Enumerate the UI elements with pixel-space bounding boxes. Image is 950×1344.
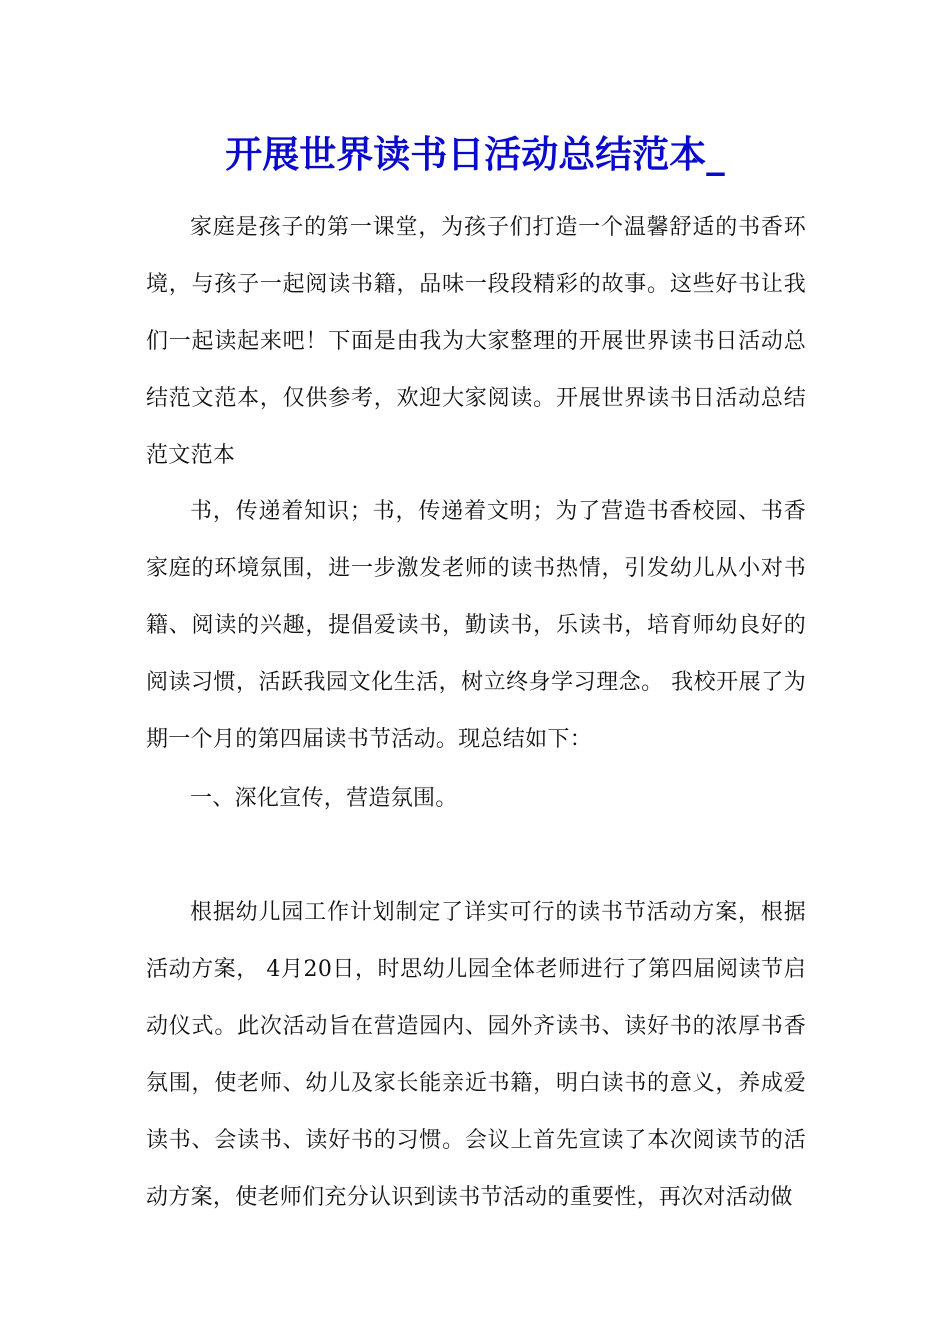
paragraph-text: 家庭是孩子的第一课堂，为孩子们打造一个温馨舒适的书香环境，与孩子一起阅读书籍，品味一段段精彩的故事。这些好书让我们一起读起来吧！下面是由我为大家整理的开展世界读书日活动总结范文范本，仅供参考，欢迎大家阅读。开展世界读书日活动总结范文范本 (146, 215, 806, 468)
document-title: 开展世界读书日活动总结范本_ (225, 132, 725, 176)
paragraph-intro (146, 199, 806, 484)
paragraph-text: 根据幼儿园工作计划制定了详实可行的读书节活动方案，根据活动方案， 4月20日，时思幼儿园全体老师进行了第四届阅读节启动仪式。此次活动旨在营造园内、园外齐读书、读好书的浓厚书香氛围，使老师、幼儿及家长能亲近书籍，明白读书的意义，养成爱读书、会读书、读好书的习惯。会议上首先宣读了本次阅读节的活动方案，使老师们充分认识到读书节活动的重要性，再次对活动做 (146, 900, 806, 1210)
section-heading-text: 一、深化宣传，营造氛围。 (190, 786, 458, 811)
paragraph-text: 书，传递着知识；书，传递着文明；为了营造书香校园、书香家庭的环境氛围，进一步激发老师的读书热情，引发幼儿从小对书籍、阅读的兴趣，提倡爱读书，勤读书，乐读书，培育师幼良好的阅读习惯，活跃我园文化生活，树立终身学习理念。 我校开展了为期一个月的第四届读书节活动。现总结如下： (146, 499, 806, 752)
paragraph-activity (146, 884, 806, 1226)
section-heading-1 (146, 770, 806, 827)
paragraph-purpose (146, 483, 806, 768)
